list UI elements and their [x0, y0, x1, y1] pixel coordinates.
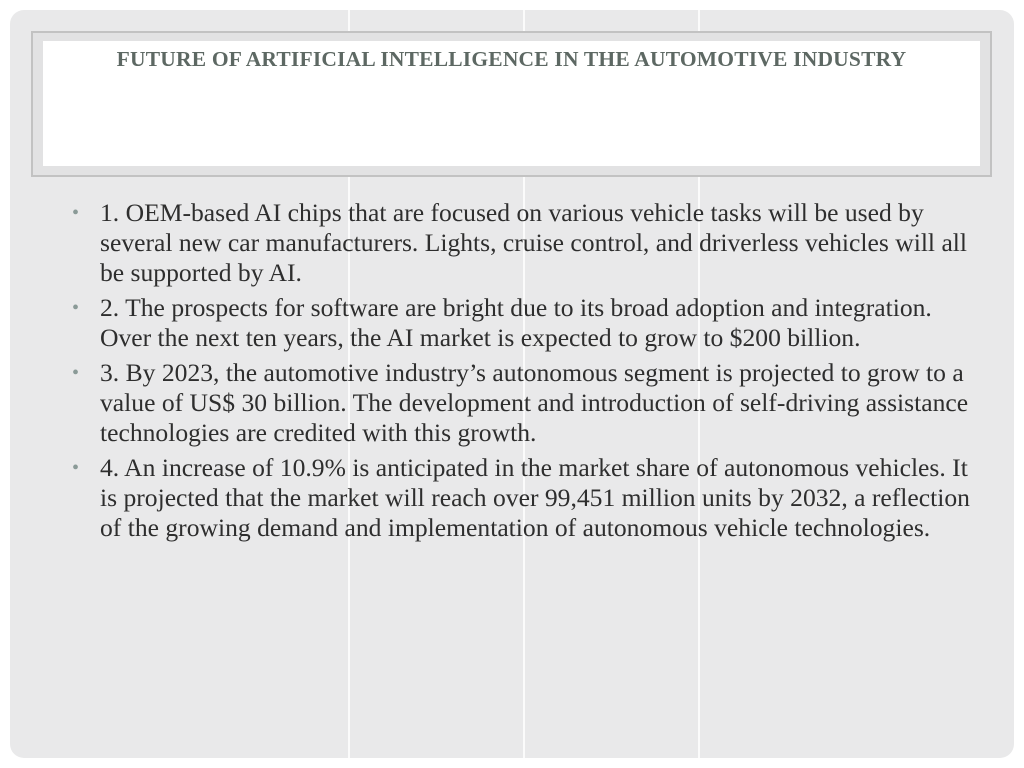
bullet-dot-icon: • — [72, 202, 80, 224]
title-frame — [31, 31, 992, 177]
bullet-text: 4. An increase of 10.9% is anticipated in the market share of autonomous vehicles. It is projected that the market will reach over 99,451 million units by 2032, a reflection of the growing demand and implementation of autonomous vehicle technologies. — [100, 453, 970, 542]
bullet-dot-icon: • — [72, 362, 80, 384]
bullet-item — [72, 198, 972, 288]
bullet-text: 1. OEM-based AI chips that are focused on various vehicle tasks will be used by several new car manufacturers. Lights, cruise control, and driverless vehicles will all be supported by AI. — [100, 198, 968, 287]
bullet-item — [72, 293, 972, 353]
bullet-text: 2. The prospects for software are bright due to its broad adoption and integration. Over the next ten years, the AI market is expected to grow to $200 billion. — [100, 293, 932, 352]
bullet-text: 3. By 2023, the automotive industry’s autonomous segment is projected to grow to a value of US$ 30 billion. The development and introduction of self-driving assistance technologies are credited with this growth. — [100, 358, 969, 447]
bullet-dot-icon: • — [72, 457, 80, 479]
slide-title: FUTURE OF ARTIFICIAL INTELLIGENCE IN THE AUTOMOTIVE INDUSTRY — [116, 47, 907, 71]
bullet-item — [72, 358, 972, 448]
slide — [10, 10, 1014, 758]
bullet-item — [72, 453, 972, 543]
bullet-list — [72, 198, 972, 548]
bullet-dot-icon: • — [72, 297, 80, 319]
title-box — [43, 41, 980, 166]
